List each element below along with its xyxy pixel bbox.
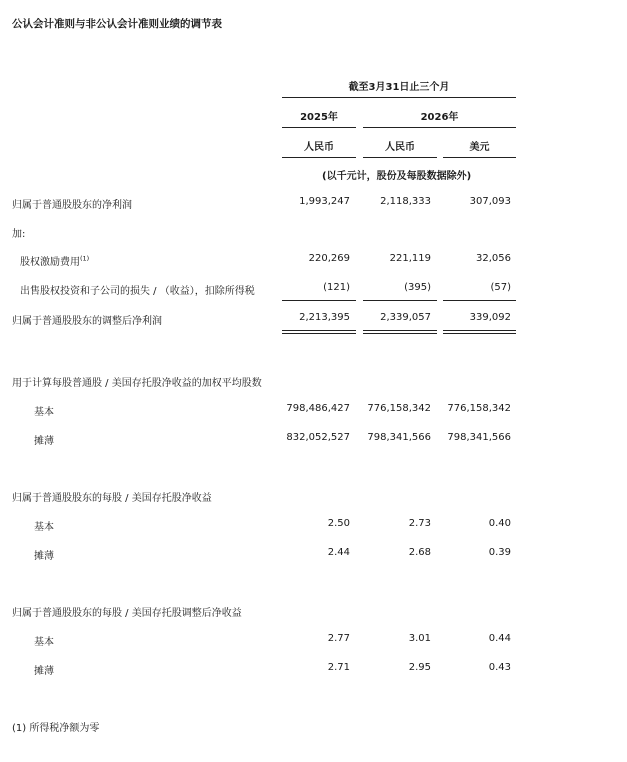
cell-2025: 2.44 <box>327 547 350 558</box>
unit-note: (以千元计，股份及每股数据除外) <box>322 171 472 182</box>
cell-2026: 776,158,342 <box>367 403 431 414</box>
currency-rmb-2026: 人民币 <box>385 142 415 153</box>
cell-usd: 0.44 <box>488 633 511 644</box>
section-heading: 归属于普通股股东的每股 / 美国存托股调整后净收益 <box>12 608 242 619</box>
currency-rule-2025 <box>282 157 356 158</box>
sbc-label: 股权激励费用 <box>20 257 80 268</box>
report-title: 公认会计准则与非公认会计准则业绩的调节表 <box>12 18 222 30</box>
row-label <box>20 253 89 268</box>
cell-usd: 339,092 <box>469 312 511 323</box>
cell-2026: (395) <box>404 282 431 293</box>
cell-2026: 2,339,057 <box>380 312 431 323</box>
cell-usd: 0.39 <box>488 547 511 558</box>
header-rule-top <box>282 97 516 98</box>
footnote: (1) 所得税净额为零 <box>12 723 100 734</box>
cell-usd: 776,158,342 <box>447 403 511 414</box>
row-label: 归属于普通股股东的调整后净利润 <box>12 316 162 327</box>
cell-2026: 2.68 <box>408 547 431 558</box>
section-heading: 用于计算每股普通股 / 美国存托股净收益的加权平均股数 <box>12 378 262 389</box>
total-double-rule-2026 <box>363 330 437 334</box>
total-double-rule-usd <box>443 330 516 334</box>
add-label: 加: <box>12 229 26 240</box>
row-label: 基本 <box>34 407 54 418</box>
cell-2025: 2.71 <box>327 662 350 673</box>
cell-2026: 2,118,333 <box>380 196 431 207</box>
row-label: 基本 <box>34 522 54 533</box>
cell-2025: 832,052,527 <box>286 432 350 443</box>
year-2025-rule <box>282 127 356 128</box>
row-label: 摊薄 <box>34 551 54 562</box>
cell-2026: 798,341,566 <box>367 432 431 443</box>
cell-2025: 798,486,427 <box>286 403 350 414</box>
subtotal-rule-2025 <box>282 300 356 301</box>
currency-rmb-2025: 人民币 <box>304 142 334 153</box>
cell-2026: 221,119 <box>389 253 431 264</box>
period-header: 截至3月31日止三个月 <box>348 82 450 93</box>
cell-usd: (57) <box>490 282 511 293</box>
cell-usd: 798,341,566 <box>447 432 511 443</box>
section-heading: 归属于普通股股东的每股 / 美国存托股净收益 <box>12 493 212 504</box>
row-label: 基本 <box>34 637 54 648</box>
subtotal-rule-usd <box>443 300 516 301</box>
subtotal-rule-2026 <box>363 300 437 301</box>
cell-2026: 2.95 <box>408 662 431 673</box>
total-double-rule-2025 <box>282 330 356 334</box>
row-label: 归属于普通股股东的净利润 <box>12 200 132 211</box>
year-2025-header: 2025年 <box>300 112 338 123</box>
cell-usd: 32,056 <box>476 253 511 264</box>
year-2026-header: 2026年 <box>420 112 459 123</box>
row-label: 摊薄 <box>34 436 54 447</box>
cell-2025: 220,269 <box>308 253 350 264</box>
row-label: 摊薄 <box>34 666 54 677</box>
cell-usd: 307,093 <box>469 196 511 207</box>
currency-rule-usd <box>443 157 516 158</box>
cell-2025: 1,993,247 <box>299 196 350 207</box>
cell-2025: 2.50 <box>327 518 350 529</box>
cell-2025: (121) <box>323 282 350 293</box>
year-2026-rule <box>363 127 516 128</box>
currency-rule-2026 <box>363 157 437 158</box>
cell-usd: 0.43 <box>488 662 511 673</box>
footnote-ref: (1) <box>80 254 90 263</box>
cell-2026: 3.01 <box>408 633 431 644</box>
currency-usd: 美元 <box>469 142 490 153</box>
cell-usd: 0.40 <box>488 518 511 529</box>
row-label: 出售股权投资和子公司的损失 / （收益），扣除所得税 <box>20 286 255 297</box>
cell-2025: 2.77 <box>327 633 350 644</box>
cell-2026: 2.73 <box>408 518 431 529</box>
cell-2025: 2,213,395 <box>299 312 350 323</box>
